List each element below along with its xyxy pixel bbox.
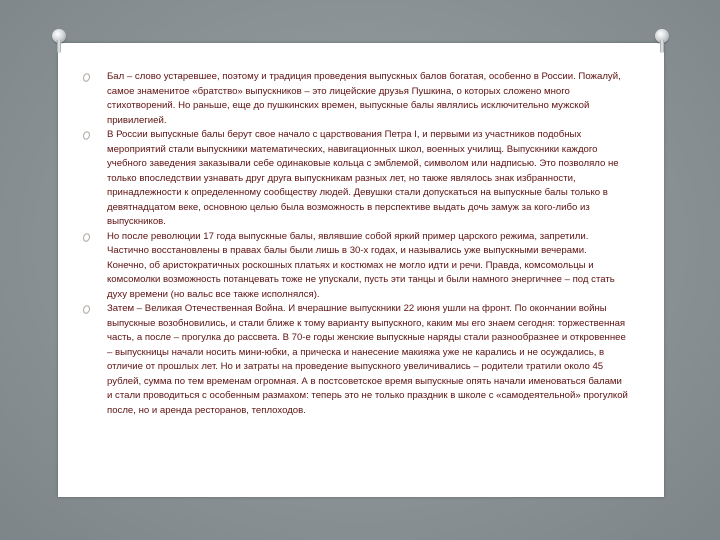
outline-circle-bullet-icon [82, 233, 91, 242]
bullet-item [80, 128, 628, 230]
outline-circle-bullet-icon [82, 73, 91, 82]
bullet-item [80, 302, 628, 418]
pushpin-icon [52, 29, 66, 53]
outline-circle-bullet-icon [82, 305, 91, 314]
bullet-text: В России выпускные балы берут свое начало с царствования Петра I, и первыми из участников подобных мероприятий стали выпускники математических, навигационных школ, военных училищ. Выпускники каждого учебного заведения заказывали себе одинаковые кольца с эмблемой, символом или надписью. Это позволяло не только впоследствии узнавать друг друга выпускникам разных лет, но также являлось знак избранности, принадлежности к определенному сообществу людей. Девушки стали допускаться на выпускные балы только в девятнадцатом веке, основною целью была возможность в перспективе выдать дочь замуж за кого-либо из выпускников. [107, 129, 619, 227]
bullet-text: Затем – Великая Отечественная Война. И вчерашние выпускники 22 июня ушли на фронт. По окончании войны выпускные возобновились, и стали ближе к тому варианту выпускного, каким мы его знаем сегодня: торжественная часть, а после – прогулка до рассвета. В 70-е годы женские выпускные наряды стали разнообразнее и откровеннее – выпускницы начали носить мини-юбки, а прическа и нанесение макияжа уже не карались и не осуждались, в отличие от прошлых лет. Но и затраты на проведение выпускного увеличивались – родители тратили около 45 рублей, сумма по тем временам огромная. А в постсоветское время выпускные опять начали именоваться балами и стали проводиться с особенным размахом: теперь это не только праздник в школе с «самодеятельной» прогулкой после, но и аренда ресторанов, теплоходов. [107, 303, 628, 416]
bullet-item [80, 230, 628, 303]
bullet-item [80, 70, 628, 128]
outline-circle-bullet-icon [82, 131, 91, 140]
pushpin-icon [655, 29, 669, 53]
bullet-text: Но после революции 17 года выпускные балы, являвшие собой яркий пример царского режима, запретили. Частично восстановлены в правах балы были лишь в 30-х годах, и назывались уже выпускными вечерами. Конечно, об аристократичных роскошных платьях и костюмах не могло идти и речи. Правда, комсомольцы и комсомолки возможность потанцевать тоже не упускали, пусть эти танцы и были намного энергичнее – под стать духу времени (но вальс все также исполнялся). [107, 230, 615, 300]
bullet-list [80, 70, 628, 418]
bullet-text: Бал – слово устаревшее, поэтому и традиция проведения выпускных балов богатая, особенно в России. Пожалуй, самое знаменитое «братство» выпускников – это лицейские друзья Пушкина, о которых сложено много стихотворений. Но раньше, еще до пушкинских времен, выпускные балы являлись исключительно мужской привилегией. [107, 71, 621, 126]
